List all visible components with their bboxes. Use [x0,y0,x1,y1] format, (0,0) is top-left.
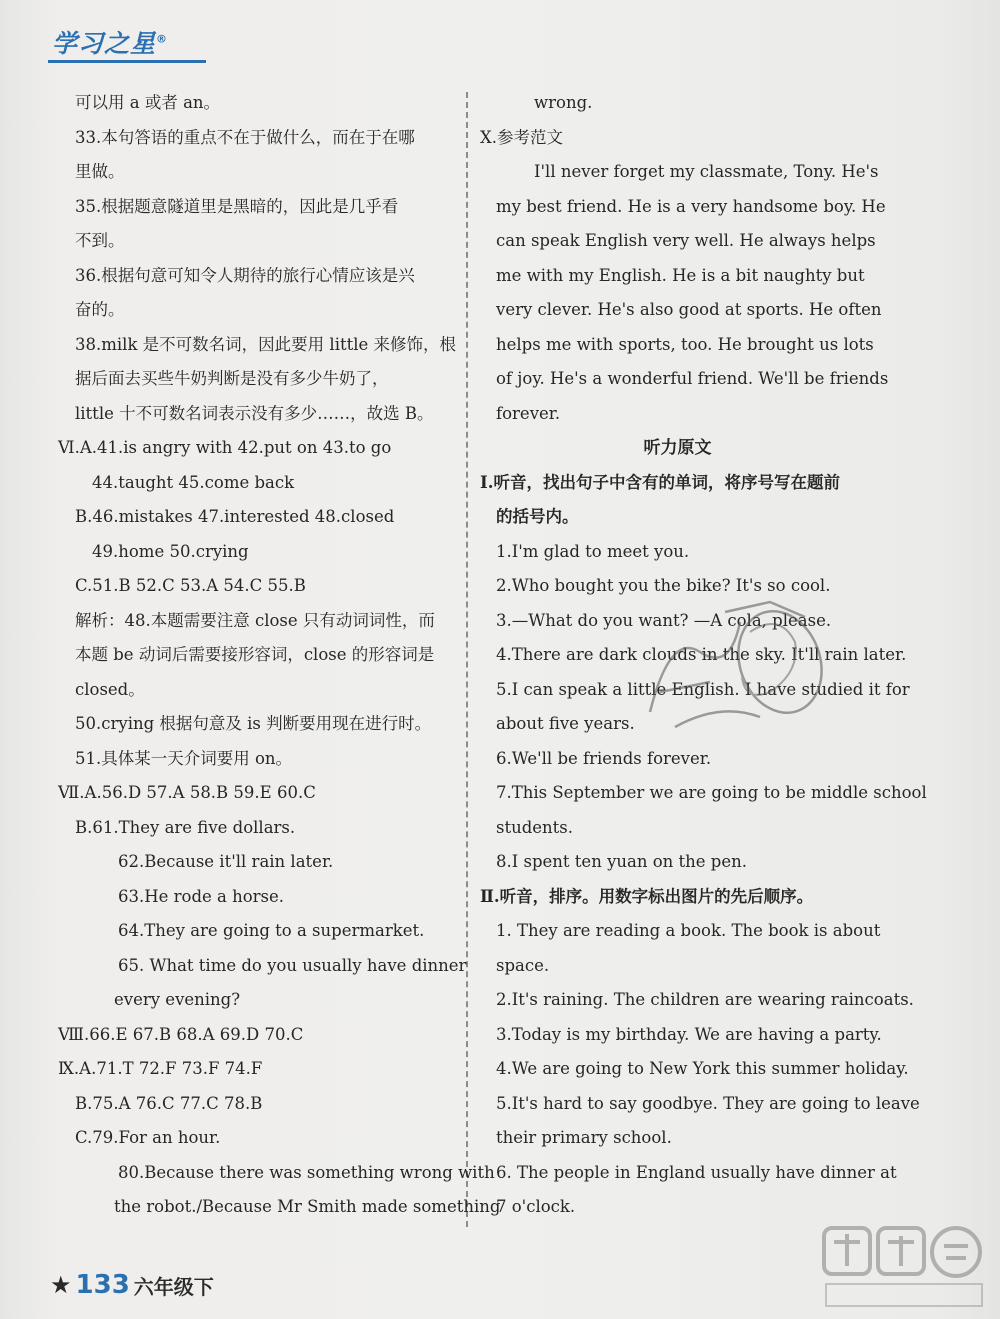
answer-line: B.75.A 76.C 77.C 78.B [75,1093,263,1113]
essay-heading: Ⅹ.参考范文 [480,127,563,147]
section-instruction: Ⅱ.听音，排序。用数字标出图片的先后顺序。 [480,886,814,906]
text-line: 50.crying 根据句意及 is 判断要用现在进行时。 [75,714,432,733]
section-instruction: 的括号内。 [496,507,579,526]
listening-item: students. [496,817,574,837]
answer-line: C.51.B 52.C 53.A 54.C 55.B [75,576,306,595]
listening-item: 6.We'll be friends forever. [496,748,712,768]
answer-line: 63.He rode a horse. [118,886,285,906]
answer-line: 64.They are going to a supermarket. [118,921,425,940]
answer-line: Ⅶ.A.56.D 57.A 58.B 59.E 60.C [58,783,316,802]
listening-item: 8.I spent ten yuan on the pen. [496,852,747,871]
right-column [480,86,927,1225]
text-line: 本题 be 动词后需要接形容词，close 的形容词是 [75,645,435,664]
listening-item: 3.Today is my birthday. We are having a party. [496,1024,882,1044]
essay-line: me with my English. He is a bit naughty but [496,265,865,285]
text-line: 可以用 a 或者 an。 [75,93,221,112]
answer-line: B.46.mistakes 47.interested 48.closed [75,507,395,526]
listening-item: 5.It's hard to say goodbye. They are going to leave [496,1093,920,1113]
listening-item: their primary school. [496,1128,672,1147]
listening-item: 4.We are going to New York this summer holiday. [496,1059,909,1078]
essay-line: helps me with sports, too. He brought us lots [496,334,874,354]
text-line: 里做。 [75,162,125,181]
brand-underline [48,60,206,63]
essay-line: my best friend. He is a very handsome boy. He [496,196,886,216]
essay-line: can speak English very well. He always helps [496,231,876,250]
essay-line: of joy. He's a wonderful friend. We'll be friends [496,369,889,388]
page-footer [50,1270,214,1300]
grade-label: 六年级下 [133,1274,214,1299]
listening-item: 6. The people in England usually have dinner at [496,1162,897,1182]
listening-item: about five years. [496,714,635,733]
text-line: 据后面去买些牛奶判断是没有多少牛奶了， [75,369,389,388]
page-number: 133 [75,1270,130,1300]
section-instruction: Ⅰ.听音，找出句子中含有的单词，将序号写在题前 [480,472,840,492]
essay-line: very clever. He's also good at sports. He often [496,300,882,319]
listening-item: 2.Who bought you the bike? It's so cool. [496,576,831,595]
text-line: 33.本句答语的重点不在于做什么，而在于在哪 [75,127,415,147]
text-line: 51.具体某一天介词要用 on。 [75,748,293,768]
column-divider [466,92,468,1227]
text-line: closed。 [75,679,145,699]
continuation-line: wrong. [534,93,593,112]
brand-registered-mark: ® [156,32,169,46]
listening-item: 4.There are dark clouds in the sky. It'll rain later. [496,645,907,664]
text-line: 38.milk 是不可数名词，因此要用 little 来修饰，根 [75,334,457,354]
answer-line: C.79.For an hour. [75,1128,221,1147]
text-line: little 十不可数名词表示没有多少……，故选 B。 [75,403,434,423]
left-column [58,86,501,1225]
answer-line: Ⅵ.A.41.is angry with 42.put on 43.to go [58,438,392,457]
text-line: 奋的。 [75,300,125,319]
listening-item: 7 o'clock. [496,1197,576,1216]
listening-section-title: 听力原文 [643,438,712,458]
listening-item: 2.It's raining. The children are wearing raincoats. [496,990,914,1009]
text-line: 36.根据句意可知令人期待的旅行心情应该是兴 [75,265,415,285]
answer-line: 80.Because there was something wrong with [118,1162,495,1182]
answer-line: every evening? [114,990,241,1009]
brand-title: 学习之星 [52,29,157,58]
essay-line: forever. [496,403,561,423]
listening-item: 1. They are reading a book. The book is about [496,921,881,940]
answer-line: 65. What time do you usually have dinner [118,955,467,975]
listening-item: 7.This September we are going to be middle school [496,783,927,802]
text-line: 解析：48.本题需要注意 close 只有动词词性，而 [75,610,435,630]
brand-logo [52,24,168,60]
listening-item: 5.I can speak a little English. I have studied it for [496,679,910,699]
answer-line: 44.taught 45.come back [92,472,295,492]
site-logo-watermark [818,1222,988,1314]
text-line: 35.根据题意隧道里是黑暗的，因此是几乎看 [75,196,399,216]
listening-item: 3.—What do you want? —A cola, please. [496,610,832,630]
star-icon: ★ [50,1271,72,1299]
essay-line: I'll never forget my classmate, Tony. He's [534,162,879,181]
answer-line: B.61.They are five dollars. [75,817,296,837]
answer-line: 49.home 50.crying [92,541,249,561]
listening-item: space. [496,955,550,975]
answer-line: the robot./Because Mr Smith made something [114,1197,501,1216]
listening-item: 1.I'm glad to meet you. [496,541,690,561]
text-line: 不到。 [75,231,125,250]
answer-line: Ⅷ.66.E 67.B 68.A 69.D 70.C [58,1024,304,1044]
answer-line: Ⅸ.A.71.T 72.F 73.F 74.F [58,1059,263,1078]
answer-line: 62.Because it'll rain later. [118,852,334,871]
